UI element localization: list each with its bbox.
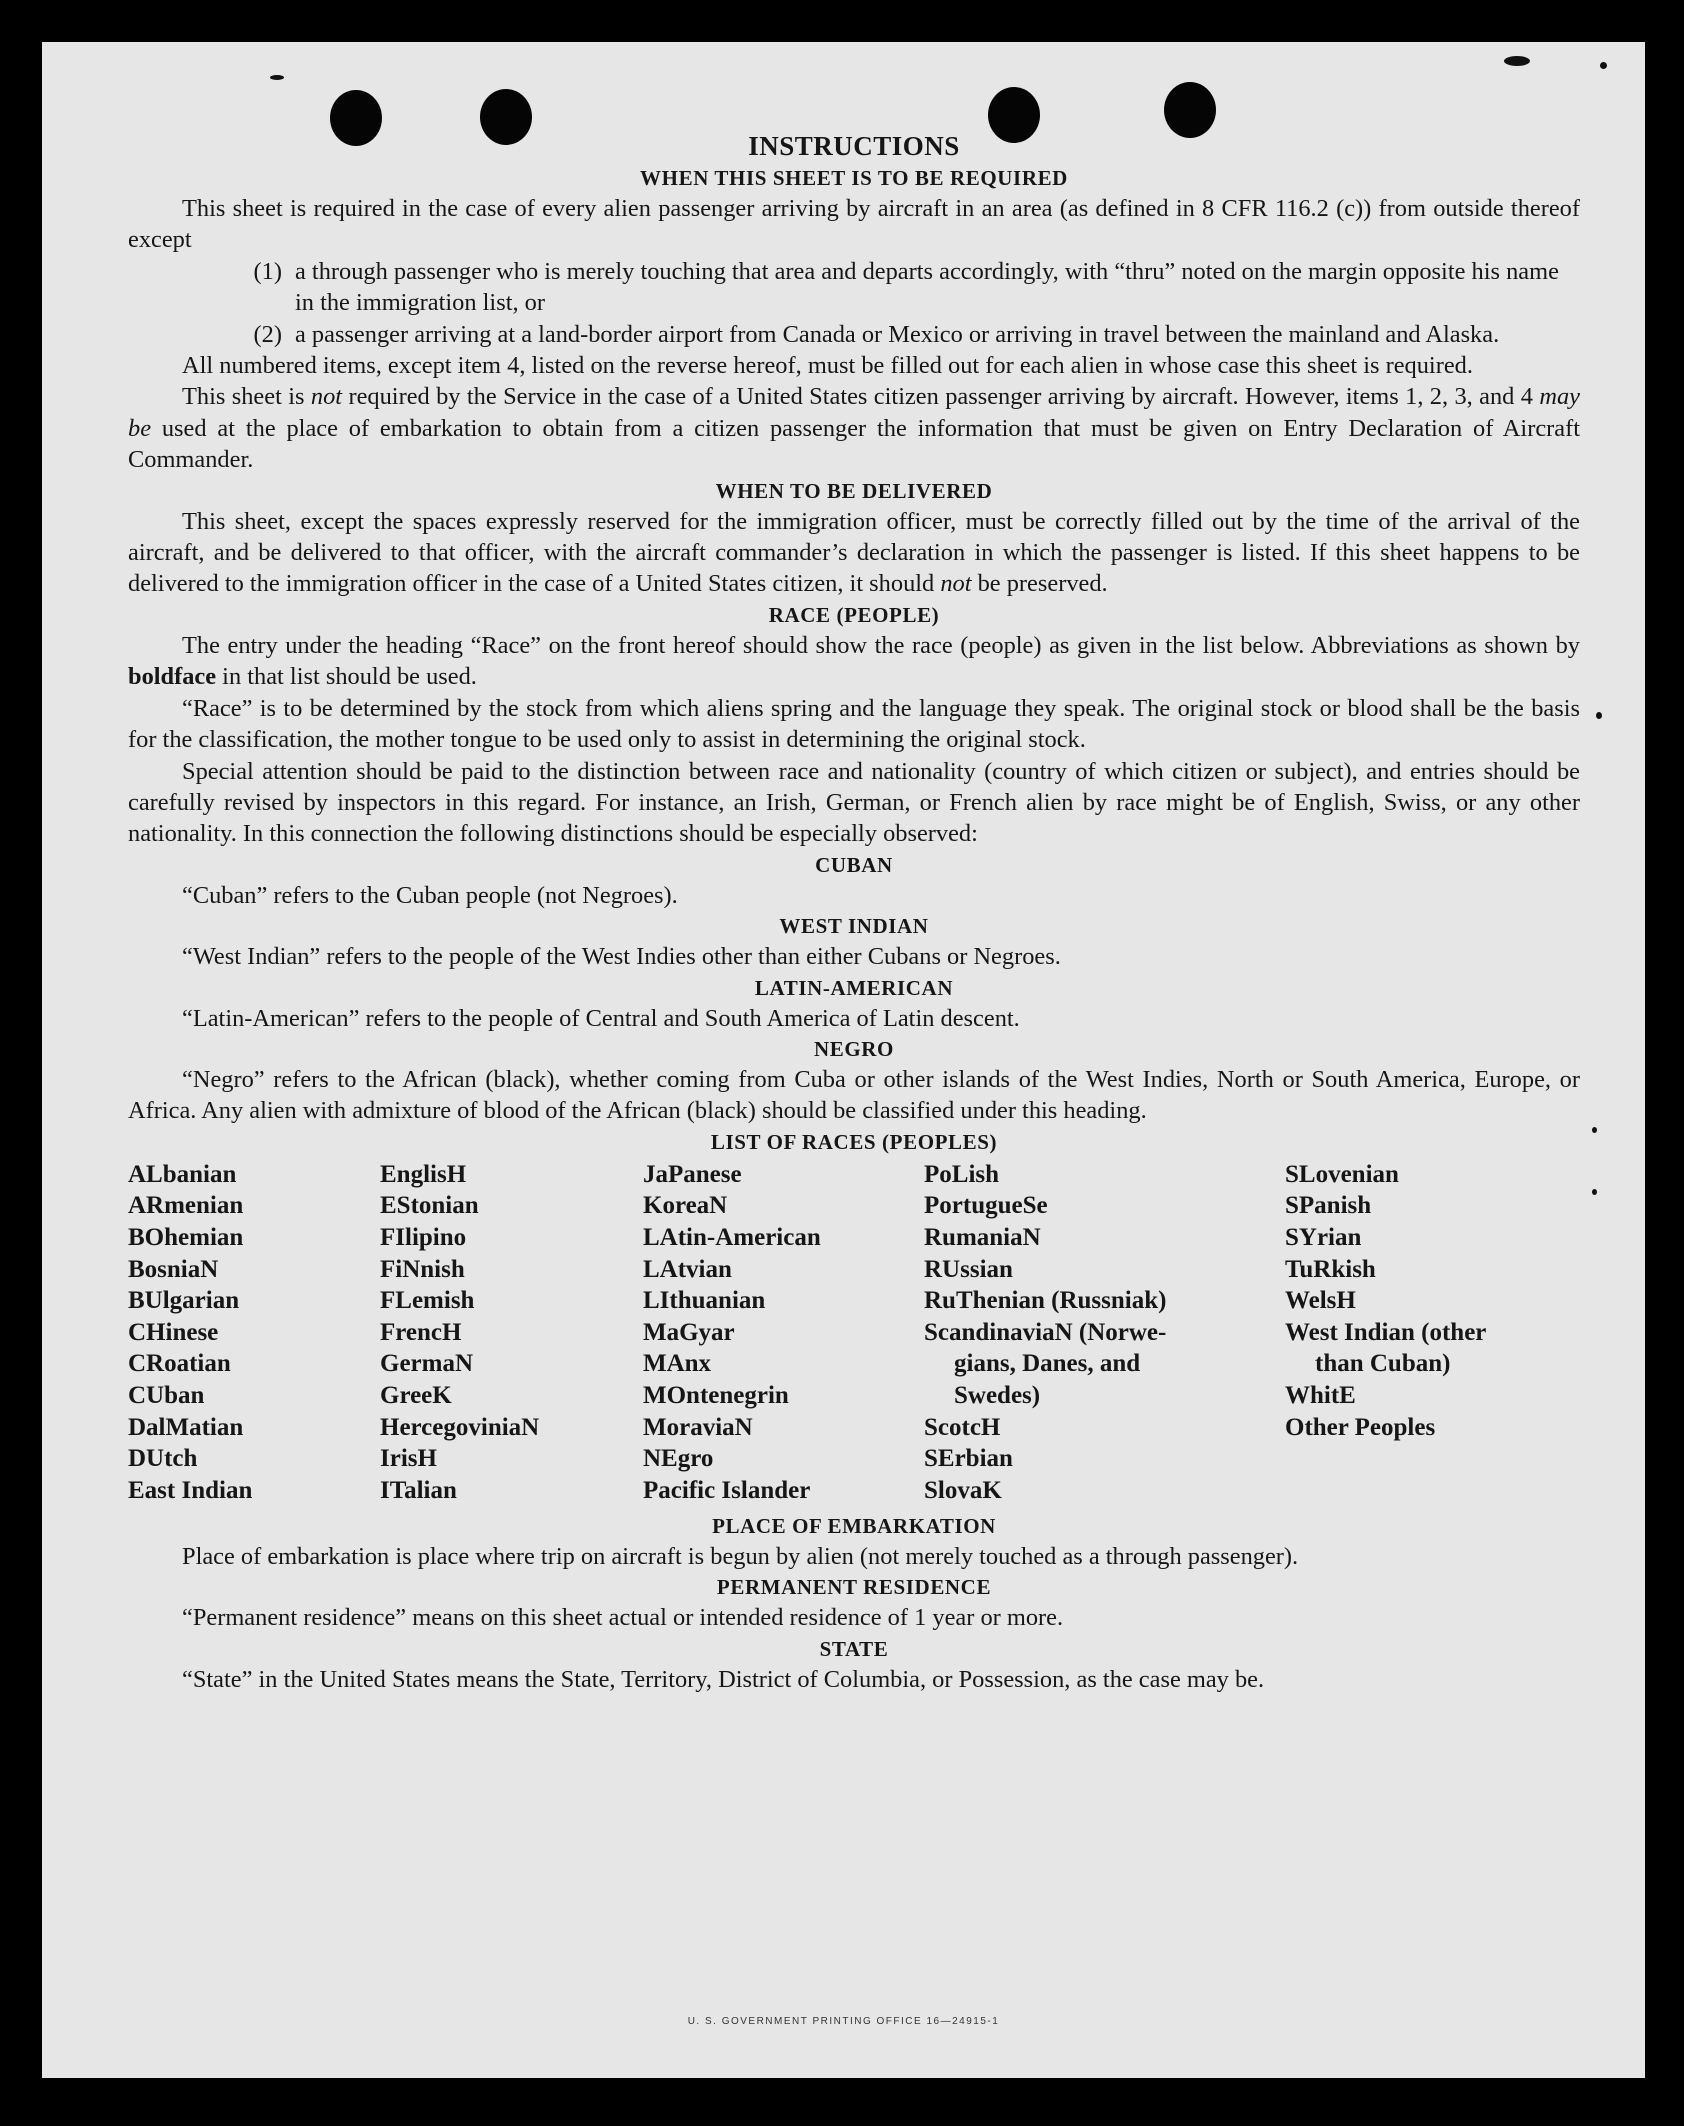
race-item: Pacific Islander <box>643 1476 811 1504</box>
race-item: PoLish <box>924 1160 1000 1188</box>
item-text: a passenger arriving at a land-border airport from Canada or Mexico or arriving in travel between the mainland and Alaska. <box>295 320 1500 348</box>
race-item: GermaN <box>380 1350 474 1378</box>
race-item: KoreaN <box>643 1192 728 1220</box>
race-item: SErbian <box>924 1445 1013 1473</box>
heading-embarkation: PLACE OF EMBARKATION <box>712 1513 996 1538</box>
race-item: RUssian <box>924 1255 1013 1283</box>
race-item-continued: than Cuban) <box>1315 1350 1451 1378</box>
text-run: The entry under the heading “Race” on the front hereof should show the race (people) as given in the list below. Abbreviations as shown by <box>182 631 1580 659</box>
races-column-2 <box>380 1159 539 1507</box>
race-item-continued: gians, Danes, and <box>954 1350 1141 1378</box>
races-column-1 <box>128 1159 252 1507</box>
text-run: This sheet is <box>182 383 311 411</box>
race-item: WhitE <box>1285 1381 1356 1409</box>
race-item: FrencH <box>380 1318 462 1346</box>
race-item: CRoatian <box>128 1350 231 1378</box>
numbered-item-2 <box>128 319 1580 350</box>
heading-when-required: WHEN THIS SHEET IS TO BE REQUIRED <box>640 166 1068 190</box>
speck <box>1592 1127 1597 1133</box>
races-column-5 <box>1285 1159 1557 1443</box>
text-run: in that list should be used. <box>216 663 477 691</box>
text-run: be preserved. <box>971 570 1108 598</box>
race-item: DalMatian <box>128 1413 244 1441</box>
heading-negro: NEGRO <box>813 1036 894 1061</box>
speck <box>1600 62 1607 69</box>
race-item: EnglisH <box>380 1160 467 1188</box>
race-item: IrisH <box>380 1445 437 1473</box>
heading-state: STATE <box>819 1636 889 1661</box>
heading-list-of-races: LIST OF RACES (PEOPLES) <box>710 1129 998 1154</box>
paragraph-embarkation: Place of embarkation is place where trip on aircraft is begun by alien (not merely touched as a through passenger). <box>182 1542 1299 1570</box>
race-item: HercegoviniaN <box>380 1413 540 1441</box>
race-item: MAnx <box>643 1350 712 1378</box>
item-text: a through passenger who is merely touching that area and departs accordingly, with “thru” noted on the margin opposite his name in the immigration list, or <box>295 257 1559 317</box>
document-sheet <box>42 42 1645 2078</box>
race-item: BOhemian <box>128 1223 244 1251</box>
emphasis-not: not <box>940 570 972 598</box>
race-item: LAtin-American <box>643 1223 821 1251</box>
race-item: PortugueSe <box>924 1192 1048 1220</box>
race-item: ScotcH <box>924 1413 1001 1441</box>
heading-race: RACE (PEOPLE) <box>768 602 940 627</box>
emphasis-may-be: may be <box>128 383 1580 442</box>
emphasis-not: not <box>310 383 343 411</box>
races-list <box>128 1159 1580 1511</box>
printing-office-footer: U. S. GOVERNMENT PRINTING OFFICE 16—24915-1 <box>687 2016 1000 2027</box>
heading-when-delivered: WHEN TO BE DELIVERED <box>715 478 993 503</box>
paragraph-latin-american: “Latin-American” refers to the people of Central and South America of Latin descent. <box>182 1004 1020 1032</box>
speck <box>1504 56 1530 66</box>
race-item: RuThenian (Russniak) <box>924 1287 1167 1315</box>
race-item: MOntenegrin <box>643 1381 789 1409</box>
race-item: ALbanian <box>128 1160 237 1188</box>
race-item: BosniaN <box>128 1255 219 1283</box>
numbered-item-1 <box>128 256 1580 319</box>
heading-west-indian: WEST INDIAN <box>779 914 929 939</box>
race-item: Other Peoples <box>1285 1413 1436 1441</box>
paragraph-when-delivered <box>128 506 1580 600</box>
race-item: SPanish <box>1285 1192 1372 1220</box>
race-item: West Indian (other <box>1285 1318 1487 1346</box>
heading-residence: PERMANENT RESIDENCE <box>716 1575 992 1600</box>
race-item: TuRkish <box>1285 1255 1376 1283</box>
paragraph-state: “State” in the United States means the State, Territory, District of Columbia, or Possession, as the case may be. <box>182 1665 1265 1693</box>
paragraph-race-1 <box>128 630 1580 693</box>
race-item: ARmenian <box>128 1192 244 1220</box>
race-item: MaGyar <box>643 1318 735 1346</box>
race-item: FIlipino <box>380 1223 467 1251</box>
heading-latin-american: LATIN-AMERICAN <box>754 975 954 1000</box>
race-item: CHinese <box>128 1318 219 1346</box>
paragraph-residence: “Permanent residence” means on this sheet actual or intended residence of 1 year or more. <box>182 1604 1064 1632</box>
paragraph-race-2: “Race” is to be determined by the stock from which aliens spring and the language they speak. The original stock or blood shall be the basis for the classification, the mother tongue to be used only to assist in determining the original stock. <box>128 694 1580 754</box>
race-item: DUtch <box>128 1445 198 1473</box>
race-item: East Indian <box>128 1476 253 1504</box>
paragraph-when-required-intro: This sheet is required in the case of every alien passenger arriving by aircraft in an area (as defined in 8 CFR 116.2 (c)) from outside thereof except <box>128 195 1580 254</box>
race-item: JaPanese <box>643 1160 742 1188</box>
instructions-content <box>128 130 1580 1695</box>
paragraph-negro: “Negro” refers to the African (black), whether coming from Cuba or other islands of the West Indies, North or South America, Europe, or Africa. Any alien with admixture of blood of the African (black) should be classified under this heading. <box>128 1065 1580 1125</box>
item-number: (1) <box>253 257 282 285</box>
race-item: WelsH <box>1285 1287 1356 1315</box>
paragraph-citizen <box>128 381 1580 475</box>
race-item: NEgro <box>643 1445 714 1473</box>
race-item: CUban <box>128 1381 205 1409</box>
page-title: INSTRUCTIONS <box>748 131 960 161</box>
paragraph-race-3: Special attention should be paid to the distinction between race and nationality (country of which citizen or subject), and entries should be carefully revised by inspectors in this regard. For instance, an Irish, German, or French alien by race might be of English, Swiss, or any other nationality. In this connection the following distinctions should be especially observed: <box>128 757 1580 848</box>
speck <box>1596 712 1602 719</box>
race-item: LAtvian <box>643 1255 732 1283</box>
race-item: SYrian <box>1285 1223 1362 1251</box>
heading-cuban: CUBAN <box>815 852 893 877</box>
speck <box>270 75 284 80</box>
race-item-continued: Swedes) <box>954 1381 1041 1409</box>
speck <box>1592 1189 1597 1195</box>
races-column-3 <box>643 1159 821 1507</box>
race-item: SlovaK <box>924 1476 1002 1504</box>
race-item: ITalian <box>380 1476 457 1504</box>
paragraph-cuban: “Cuban” refers to the Cuban people (not Negroes). <box>182 881 678 909</box>
text-run: used at the place of embarkation to obtain from a citizen passenger the information that must be given on Entry Declaration of Aircraft Commander. <box>128 414 1580 474</box>
item-number: (2) <box>253 320 282 348</box>
race-item: BUlgarian <box>128 1287 240 1315</box>
race-item: MoraviaN <box>643 1413 753 1441</box>
race-item: FiNnish <box>380 1255 465 1283</box>
paragraph-west-indian: “West Indian” refers to the people of the West Indies other than either Cubans or Negroes. <box>182 943 1061 971</box>
bold-word: boldface <box>128 663 217 691</box>
race-item: SLovenian <box>1285 1160 1399 1188</box>
races-column-4 <box>924 1159 1224 1507</box>
text-run: required by the Service in the case of a United States citizen passenger arriving by aircraft. However, items 1, 2, 3, and 4 <box>342 383 1540 411</box>
race-item: LIthuanian <box>643 1287 766 1315</box>
race-item: EStonian <box>380 1192 479 1220</box>
race-item: FLemish <box>380 1287 475 1315</box>
race-item: ScandinaviaN (Norwe- <box>924 1318 1167 1346</box>
paragraph-numbered-items: All numbered items, except item 4, listed on the reverse hereof, must be filled out for each alien in whose case this sheet is required. <box>182 352 1473 380</box>
race-item: GreeK <box>380 1381 452 1409</box>
text-run: This sheet, except the spaces expressly reserved for the immigration officer, must be correctly filled out by the time of the arrival of the aircraft, and be delivered to that officer, with the aircraft commander’s declaration in which the passenger is listed. If this sheet happens to be delivered to the immigration officer in the case of a United States citizen, it should <box>128 507 1580 598</box>
race-item: RumaniaN <box>924 1223 1041 1251</box>
